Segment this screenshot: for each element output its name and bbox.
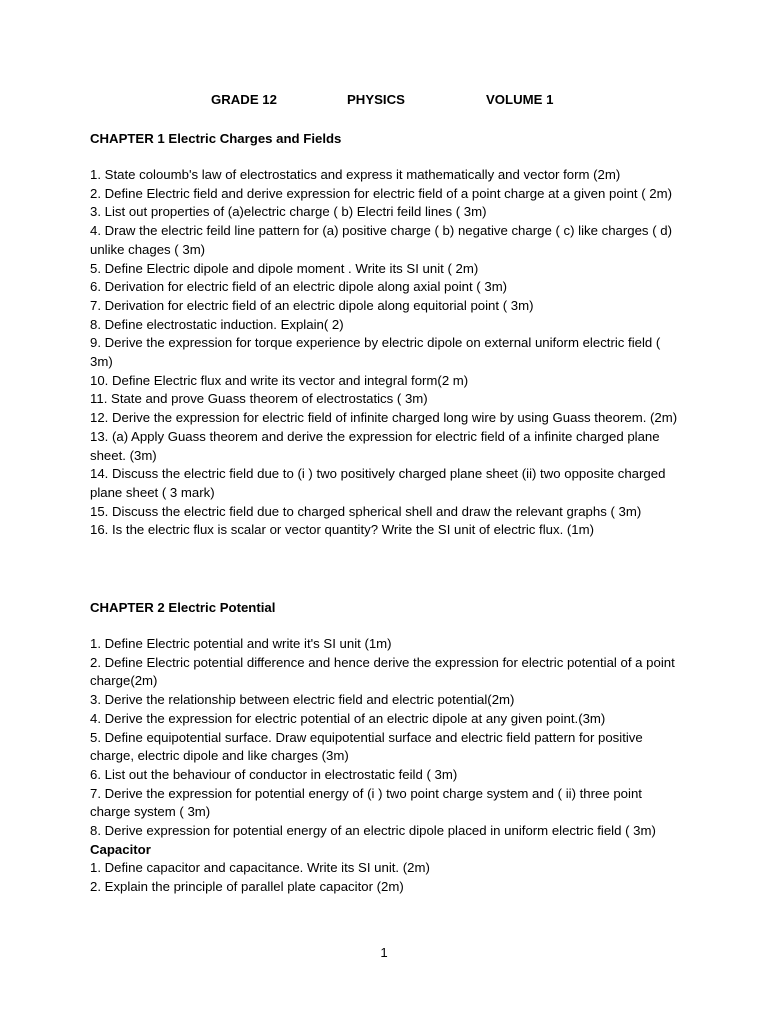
question-item: 16. Is the electric flux is scalar or vector quantity? Write the SI unit of electric flux. (1m) xyxy=(90,522,595,538)
question-item: 11. State and prove Guass theorem of electrostatics ( 3m) xyxy=(90,391,428,407)
chapter-1-questions xyxy=(90,166,680,540)
question-item: 13. (a) Apply Guass theorem and derive the expression for electric field of a infinite charged plane sheet. (3m) xyxy=(90,428,660,463)
question-item: 2. Explain the principle of parallel plate capacitor (2m) xyxy=(90,879,404,895)
question-item: 7. Derivation for electric field of an electric dipole along equitorial point ( 3m) xyxy=(90,297,534,313)
capacitor-subheading: Capacitor xyxy=(90,841,151,857)
question-item: 8. Derive expression for potential energy of an electric dipole placed in uniform electric field ( 3m) xyxy=(90,823,656,839)
chapter-1-title: CHAPTER 1 Electric Charges and Fields xyxy=(90,131,342,146)
chapter-2-questions xyxy=(90,635,680,897)
question-item: 5. Define Electric dipole and dipole moment . Write its SI unit ( 2m) xyxy=(90,260,479,276)
header-volume: VOLUME 1 xyxy=(486,92,554,107)
question-item: 3. List out properties of (a)electric charge ( b) Electri feild lines ( 3m) xyxy=(90,204,487,220)
question-item: 1. Define capacitor and capacitance. Write its SI unit. (2m) xyxy=(90,860,430,876)
question-item: 7. Derive the expression for potential energy of (i ) two point charge system and ( ii) three point charge system ( 3m) xyxy=(90,785,642,820)
question-item: 4. Derive the expression for electric potential of an electric dipole at any given point.(3m) xyxy=(90,710,606,726)
question-item: 1. Define Electric potential and write it's SI unit (1m) xyxy=(90,636,392,651)
chapter-2-title: CHAPTER 2 Electric Potential xyxy=(90,600,276,615)
question-item: 2. Define Electric potential difference and hence derive the expression for electric potential of a point charge(2m) xyxy=(90,654,675,689)
question-item: 15. Discuss the electric field due to charged spherical shell and draw the relevant graphs ( 3m) xyxy=(90,503,642,519)
question-item: 8. Define electrostatic induction. Explain( 2) xyxy=(90,316,344,332)
question-item: 14. Discuss the electric field due to (i ) two positively charged plane sheet (ii) two opposite charged plane sheet ( 3 mark) xyxy=(90,466,666,500)
header-subject: PHYSICS xyxy=(347,92,405,107)
question-item: 2. Define Electric field and derive expression for electric field of a point charge at a given point ( 2m) xyxy=(90,185,673,201)
question-item: 6. List out the behaviour of conductor in electrostatic feild ( 3m) xyxy=(90,766,458,782)
question-item: 4. Draw the electric feild line pattern for (a) positive charge ( b) negative charge ( c) like charges ( d) unlike chages ( 3m) xyxy=(90,223,672,257)
question-item: 1. State coloumb's law of electrostatics and express it mathematically and vector form (2m) xyxy=(90,167,621,182)
question-item: 9. Derive the expression for torque experience by electric dipole on external uniform electric field ( 3m) xyxy=(90,335,661,370)
header-grade: GRADE 12 xyxy=(211,92,277,107)
page-number: 1 xyxy=(380,945,388,960)
question-item: 5. Define equipotential surface. Draw equipotential surface and electric field pattern for positive charge, electric dipole and like charges (3m) xyxy=(90,729,643,764)
question-item: 3. Derive the relationship between electric field and electric potential(2m) xyxy=(90,692,515,708)
question-item: 6. Derivation for electric field of an electric dipole along axial point ( 3m) xyxy=(90,279,508,295)
question-item: 12. Derive the expression for electric field of infinite charged long wire by using Guass theorem. (2m) xyxy=(90,410,678,426)
question-item: 10. Define Electric flux and write its vector and integral form(2 m) xyxy=(90,372,469,388)
